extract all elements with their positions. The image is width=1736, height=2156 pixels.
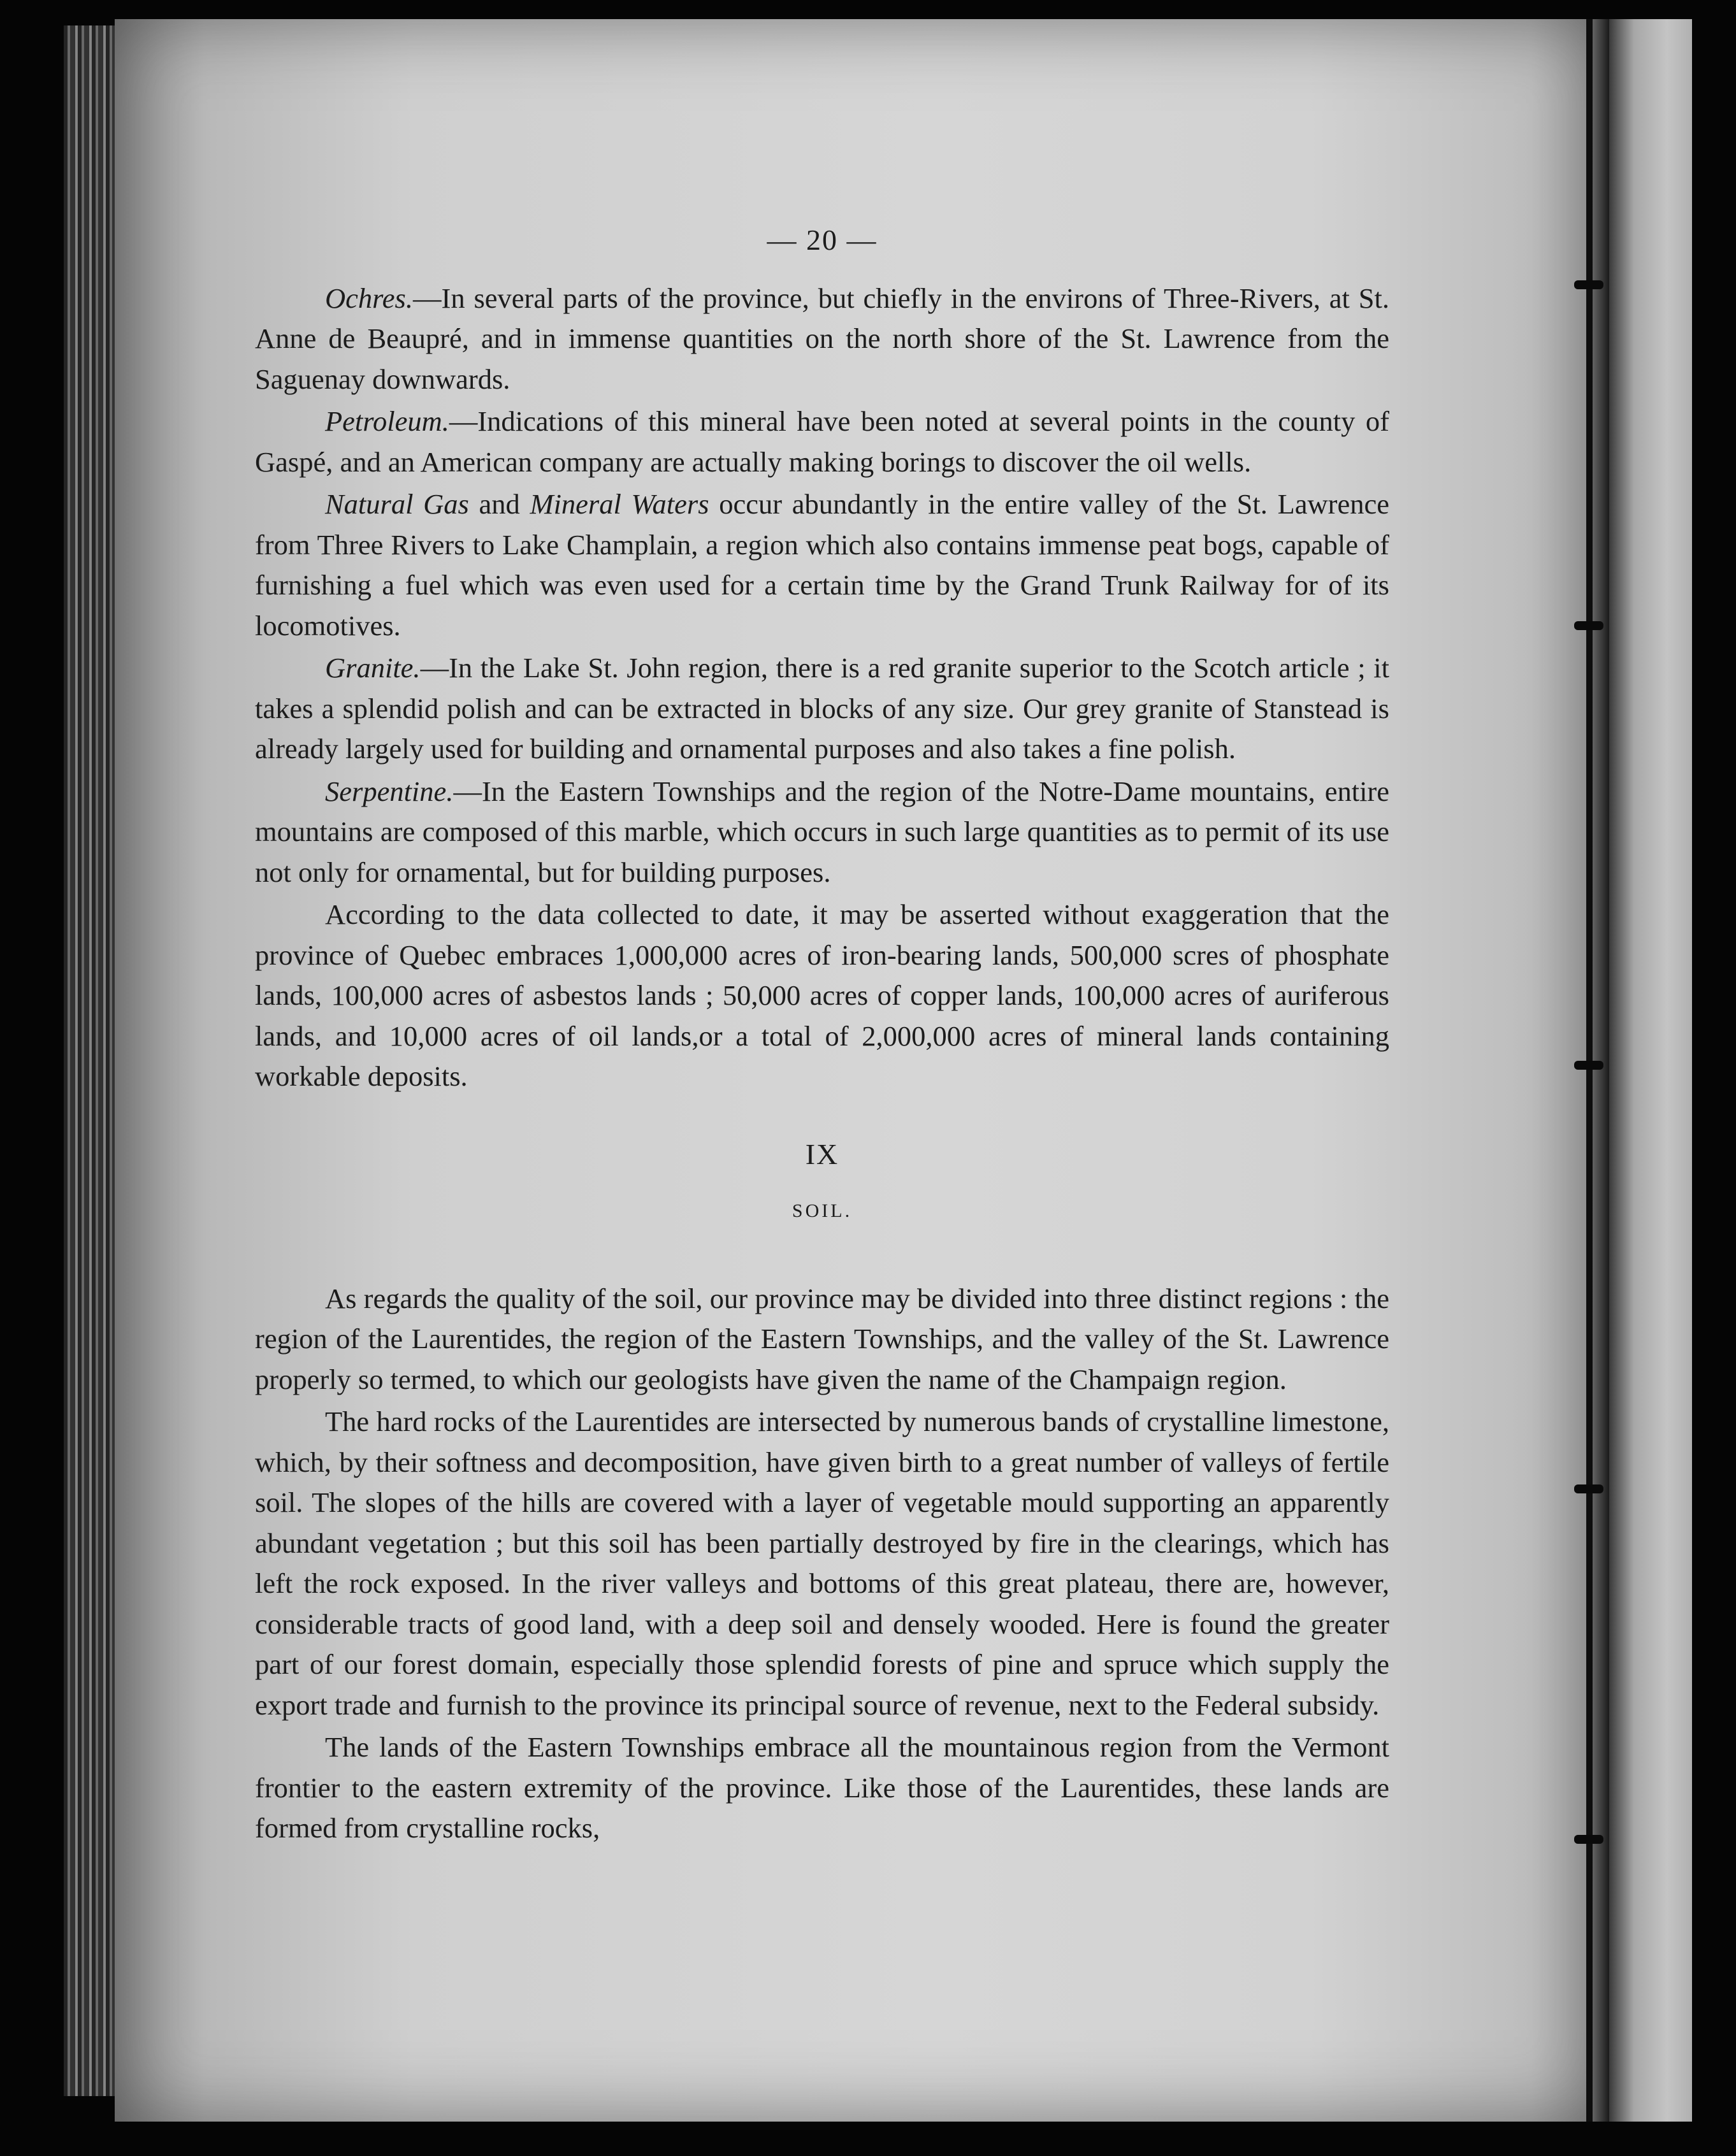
paragraph-text: According to the data collected to date, it may be asserted without exaggeration that the province of Quebec embraces 1,000,000 acres of iron-bearing lands, 500,000 scres of phosphate lands, 100,000 acres of asbestos lands ; 50,000 acres of copper lands, 100,000 acres of auriferous lands, and 10,000 acres of oil lands,or a total of 2,000,000 acres of mineral lands containing workable deposits. — [255, 898, 1389, 1092]
paragraph-text: occur abundantly in the entire valley of the St. Lawrence from Three Rivers to Lake Champlain, a region which also contains immense peat bogs, capable of furnishing a fuel which was even used for a certain time by the Grand Trunk Railway for of its locomotives. — [255, 488, 1389, 642]
chapter-number: IX — [805, 1137, 839, 1170]
paragraph-petroleum — [255, 401, 1389, 482]
page-text-block — [255, 220, 1389, 1851]
page-gutter-shadow — [1590, 19, 1609, 2122]
paragraph-text: —In the Eastern Townships and the region of the Notre-Dame mountains, entire mountains are composed of this marble, which occurs in such large quantities as to permit of its use not only for ornamental, but for building purposes. — [255, 775, 1389, 888]
paragraph-text: and — [468, 488, 530, 520]
paragraph-text: —Indications of this mineral have been noted at several points in the county of Gaspé, and an American company are actually making borings to discover the oil wells. — [255, 405, 1389, 478]
term-label: Petroleum. — [325, 405, 449, 437]
paragraph-mineral-totals — [255, 895, 1389, 1097]
paragraph-text: —In the Lake St. John region, there is a red granite superior to the Scotch article ; it takes a splendid polish and can be extracted in blocks of any size. Our grey granite of Stanstead is already largely used for building and ornamental purposes and also takes a fine polish. — [255, 652, 1389, 765]
chapter-title: SOIL. — [792, 1200, 853, 1221]
facing-page-strip — [1609, 19, 1692, 2122]
term-label: Granite. — [325, 652, 421, 684]
term-label: Natural Gas — [325, 488, 469, 520]
term-label: Mineral Waters — [530, 488, 709, 520]
binding-stitch — [1574, 280, 1603, 289]
binding-stitch — [1574, 1484, 1603, 1493]
paragraph-natural-gas — [255, 484, 1389, 646]
page-number: — 20 — — [767, 224, 878, 256]
paragraph-soil-regions: As regards the quality of the soil, our province may be divided into three distinct regions : the region of the Laurentides, the region of the Eastern Townships, and the valley of the St. Lawrence properly so termed, to which our geologists have given the name of the Champaign region. — [255, 1282, 1389, 1395]
term-label: Serpentine. — [325, 775, 454, 807]
paragraph-granite — [255, 648, 1389, 770]
paragraph-eastern-townships: The lands of the Eastern Townships embrace all the mountainous region from the Vermont frontier to the eastern extremity of the province. Like those of the Laurentides, these lands are formed from crystalline rocks, — [255, 1731, 1389, 1844]
binding-stitch — [1574, 1061, 1603, 1070]
paragraph-ochres — [255, 278, 1389, 400]
term-label: Ochres. — [325, 282, 413, 314]
binding-stitch — [1574, 621, 1603, 630]
paragraph-laurentides: The hard rocks of the Laurentides are intersected by numerous bands of crystalline limestone, which, by their softness and decomposition, have given birth to a great number of valleys of fertile soil. The slopes of the hills are covered with a layer of vegetable mould supporting an apparently abundant vegetation ; but this soil has been partially destroyed by fire in the clearings, which has left the rock exposed. In the river valleys and bottoms of this great plateau, there are, however, considerable tracts of good land, with a deep soil and densely wooded. Here is found the greater part of our forest domain, especially those splendid forests of pine and spruce which supply the export trade and furnish to the province its principal source of revenue, next to the Federal subsidy. — [255, 1405, 1389, 1721]
paragraph-text: —In several parts of the province, but chiefly in the environs of Three-Rivers, at St. Anne de Beaupré, and in immense quantities on the north shore of the St. Lawrence from the Saguenay downwards. — [255, 282, 1389, 395]
binding-stitch — [1574, 1835, 1603, 1844]
paragraph-serpentine — [255, 772, 1389, 893]
binding-thread — [1586, 19, 1593, 2122]
